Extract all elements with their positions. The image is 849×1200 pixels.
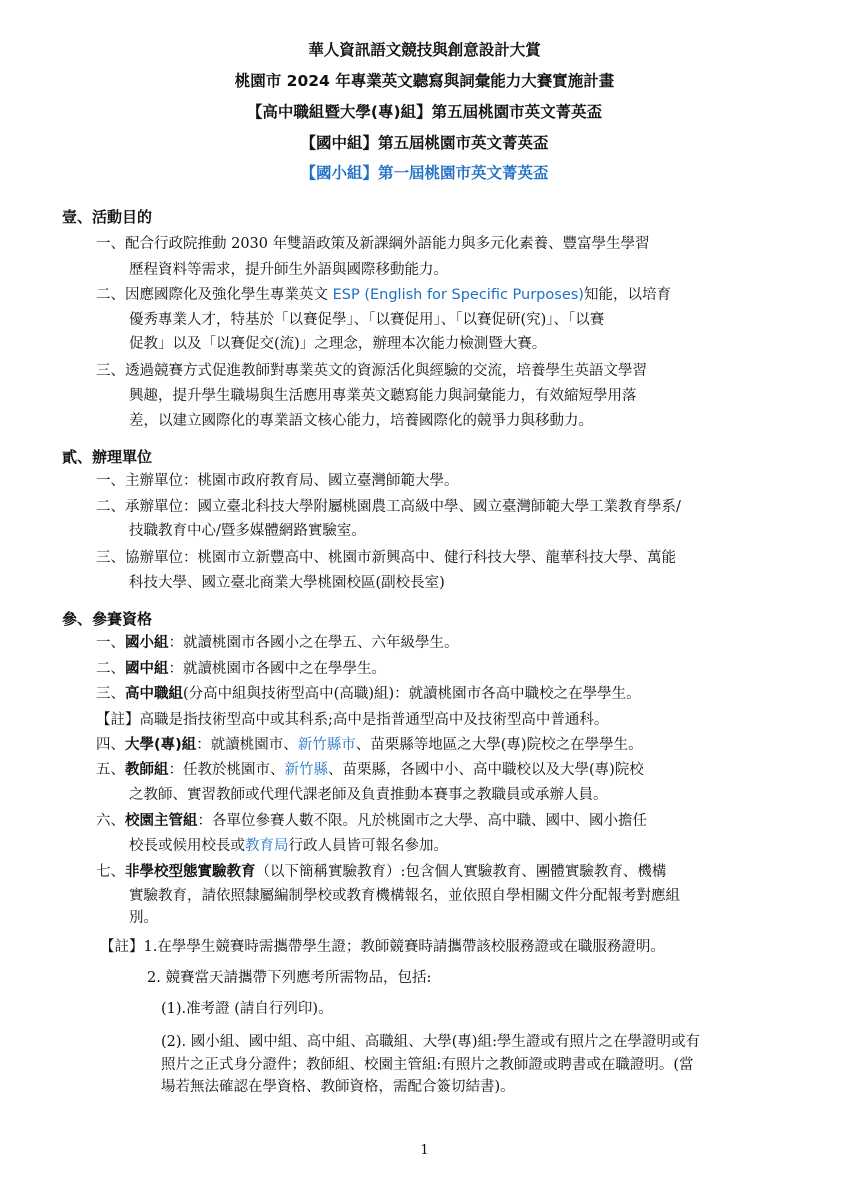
- item-prefix: 五、: [96, 762, 125, 778]
- eligibility-note: 【註】高職是指技術型高中或其科系;高中是指普通型高中及技術型高中普通科。: [96, 712, 609, 728]
- eligibility-line: [96, 809, 647, 830]
- highlighted-region: 新竹縣: [284, 762, 328, 778]
- eligibility-line: [96, 733, 643, 754]
- organizer-line: 三、協辦單位：桃園市立新豐高中、桃園市新興高中、健行科技大學、龍華科技大學、萬能: [96, 550, 676, 566]
- section-heading-purpose: 壹、活動目的: [62, 208, 153, 226]
- purpose-line: 優秀專業人才，特基於「以賽促學」、「以賽促用」、「以賽促研(究)」、「以賽: [129, 312, 605, 328]
- eligibility-line: [96, 758, 644, 779]
- purpose-line: 一、配合行政院推動 2030 年雙語政策及新課綱外語能力與多元化素養、豐富學生學習: [96, 236, 650, 252]
- page-number: 1: [420, 1143, 429, 1158]
- group-name: 非學校型態實驗教育: [125, 864, 256, 880]
- group-name: 教師組: [125, 762, 169, 778]
- item-text: 行政人員皆可報名參加。: [288, 838, 448, 854]
- highlighted-org: 教育局: [245, 838, 289, 854]
- note-line: 場若無法確認在學資格、教師資格，需配合簽切結書)。: [161, 1079, 515, 1095]
- doc-title-3: 【高中職組暨大學(專)組】第五屆桃園市英文菁英盃: [246, 103, 603, 121]
- item-prefix: 四、: [96, 737, 125, 753]
- note-line: (2). 國小組、國中組、高中組、高職組、大學(專)組:學生證或有照片之在學證明或有: [161, 1034, 700, 1050]
- purpose-text: 二、因應國際化及強化學生專業英文: [96, 287, 333, 303]
- item-text: (分高中組與技術型高中(高職)組)：就讀桃園市各高中職校之在學學生。: [183, 686, 641, 702]
- item-text: ：就讀桃園市各國中之在學學生。: [168, 661, 386, 677]
- section-heading-eligibility: 參、參賽資格: [62, 610, 153, 628]
- eligibility-line: [96, 860, 666, 881]
- section-heading-organizers: 貳、辦理單位: [62, 448, 153, 466]
- item-prefix: 三、: [96, 686, 125, 702]
- purpose-text: 知能，以培育: [583, 287, 671, 303]
- note-line: 照片之正式身分證件；教師組、校園主管組:有照片之教師證或聘書或在職證明。(當: [161, 1057, 694, 1073]
- note-line: 2. 競賽當天請攜帶下列應考所需物品，包括:: [147, 970, 432, 986]
- doc-title-5: 【國小組】第一屆桃園市英文菁英盃: [300, 164, 549, 182]
- group-name: 高中職組: [125, 686, 183, 702]
- eligibility-line: 別。: [129, 910, 158, 926]
- purpose-line: 興趣，提升學生職場與生活應用專業英文聽寫能力與詞彙能力，有效縮短學用落: [129, 388, 637, 404]
- group-name: 校園主管組: [125, 813, 198, 829]
- eligibility-line: [96, 631, 459, 652]
- item-text: （以下簡稱實驗教育）:包含個人實驗教育、團體實驗教育、機構: [255, 864, 667, 880]
- note-line: 【註】1.在學學生競賽時需攜帶學生證；教師競賽時請攜帶該校服務證或在職服務證明。: [100, 939, 665, 955]
- group-name: 國小組: [125, 635, 169, 651]
- group-name: 大學(專)組: [125, 737, 197, 753]
- item-text: ：任教於桃園市、: [168, 762, 285, 778]
- purpose-line: 三、透過競賽方式促進教師對專業英文的資源活化與經驗的交流，培養學生英語文學習: [96, 363, 647, 379]
- eligibility-line: [96, 682, 641, 703]
- organizer-line: 科技大學、國立臺北商業大學桃園校區(副校長室): [129, 575, 445, 591]
- item-text: 、苗栗縣等地區之大學(專)院校之在學學生。: [355, 737, 643, 753]
- item-text: ：就讀桃園市、: [196, 737, 298, 753]
- group-name: 國中組: [125, 661, 169, 677]
- purpose-line: 促教」以及「以賽促交(流)」之理念，辦理本次能力檢測暨大賽。: [129, 336, 547, 352]
- item-prefix: 二、: [96, 661, 125, 677]
- eligibility-line: 之教師、實習教師或代理代課老師及負責推動本賽事之教職員或承辦人員。: [129, 787, 608, 803]
- item-text: ：就讀桃園市各國小之在學五、六年級學生。: [168, 635, 459, 651]
- organizer-line: 二、承辦單位：國立臺北科技大學附屬桃園農工高級中學、國立臺灣師範大學工業教育學系/: [96, 499, 681, 515]
- item-text: 校長或候用校長或: [129, 838, 245, 854]
- organizer-line: 技職教育中心/暨多媒體網路實驗室。: [129, 523, 366, 539]
- organizer-line: 一、主辦單位：桃園市政府教育局、國立臺灣師範大學。: [96, 473, 459, 489]
- eligibility-line: [96, 657, 386, 678]
- item-prefix: 一、: [96, 635, 125, 651]
- item-prefix: 七、: [96, 864, 125, 880]
- note-line: (1).准考證 (請自行列印)。: [161, 1001, 333, 1017]
- item-text: ：各單位參賽人數不限。凡於桃園市之大學、高中職、國中、國小擔任: [197, 813, 647, 829]
- esp-term: ESP (English for Specific Purposes): [332, 287, 584, 303]
- purpose-line: 差，以建立國際化的專業語文核心能力，培養國際化的競爭力與移動力。: [129, 413, 593, 429]
- highlighted-region: 新竹縣市: [297, 737, 356, 753]
- item-prefix: 六、: [96, 813, 125, 829]
- purpose-line: 歷程資料等需求，提升師生外語與國際移動能力。: [129, 262, 448, 278]
- purpose-line: [96, 283, 671, 304]
- eligibility-line: 實驗教育，請依照隸屬編制學校或教育機構報名，並依照自學相關文件分配報考對應組: [129, 888, 680, 904]
- eligibility-line: [129, 834, 448, 855]
- item-text: 、苗栗縣，各國中小、高中職校以及大學(專)院校: [328, 762, 644, 778]
- doc-title-2: 桃園市 2024 年專業英文聽寫與詞彙能力大賽實施計畫: [234, 72, 615, 90]
- doc-title-1: 華人資訊語文競技與創意設計大賞: [308, 41, 541, 59]
- doc-title-4: 【國中組】第五屆桃園市英文菁英盃: [300, 134, 549, 152]
